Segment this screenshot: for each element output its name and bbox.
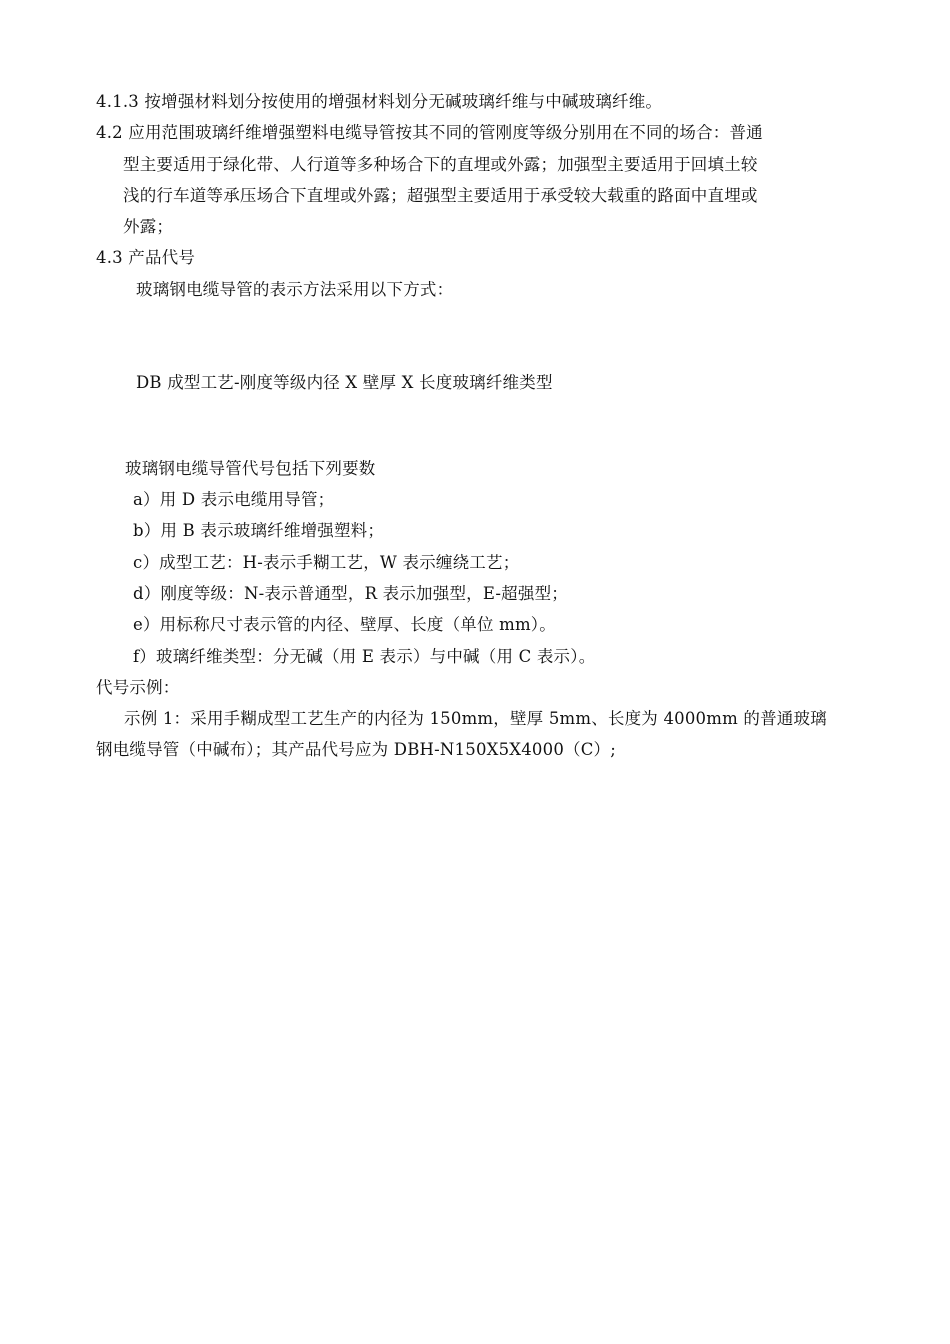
example-1-line-2: 钢电缆导管（中碱布）；其产品代号应为 DBH-N150X5X4000（C）;	[96, 740, 617, 759]
list-item-c: c）成型工艺：H-表示手糊工艺，W 表示缠绕工艺；	[133, 553, 520, 572]
section-4-2-line-4: 外露；	[123, 217, 174, 236]
list-item-e: e）用标称尺寸表示管的内径、壁厚、长度（单位 mm）。	[133, 615, 556, 634]
list-item-f: f）玻璃纤维类型：分无碱（用 E 表示）与中碱（用 C 表示）。	[133, 647, 596, 666]
section-4-2-line-1: 4.2 应用范围玻璃纤维增强塑料电缆导管按其不同的管刚度等级分别用在不同的场合：普通	[96, 123, 763, 142]
representation-intro: 玻璃钢电缆导管的表示方法采用以下方式：	[136, 280, 454, 299]
section-4-3-heading: 4.3 产品代号	[96, 248, 196, 267]
product-code-format: DB 成型工艺-刚度等级内径 X 壁厚 X 长度玻璃纤维类型	[136, 373, 553, 392]
list-item-d: d）刚度等级：N-表示普通型，R 表示加强型，E-超强型；	[133, 584, 568, 603]
code-elements-intro: 玻璃钢电缆导管代号包括下列要数	[125, 459, 376, 478]
code-example-heading: 代号示例：	[96, 678, 180, 697]
list-item-b: b）用 B 表示玻璃纤维增强塑料；	[133, 521, 385, 540]
section-4-1-3: 4.1.3 按增强材料划分按使用的增强材料划分无碱玻璃纤维与中碱玻璃纤维。	[96, 92, 663, 111]
section-4-2-line-3: 浅的行车道等承压场合下直埋或外露；超强型主要适用于承受较大载重的路面中直埋或	[123, 186, 758, 205]
list-item-a: a）用 D 表示电缆用导管；	[133, 490, 335, 509]
section-4-2-line-2: 型主要适用于绿化带、人行道等多种场合下的直埋或外露；加强型主要适用于回填土较	[123, 155, 758, 174]
example-1-line-1: 示例 1：采用手糊成型工艺生产的内径为 150mm，壁厚 5mm、长度为 4000mm 的普通玻璃	[124, 709, 827, 728]
